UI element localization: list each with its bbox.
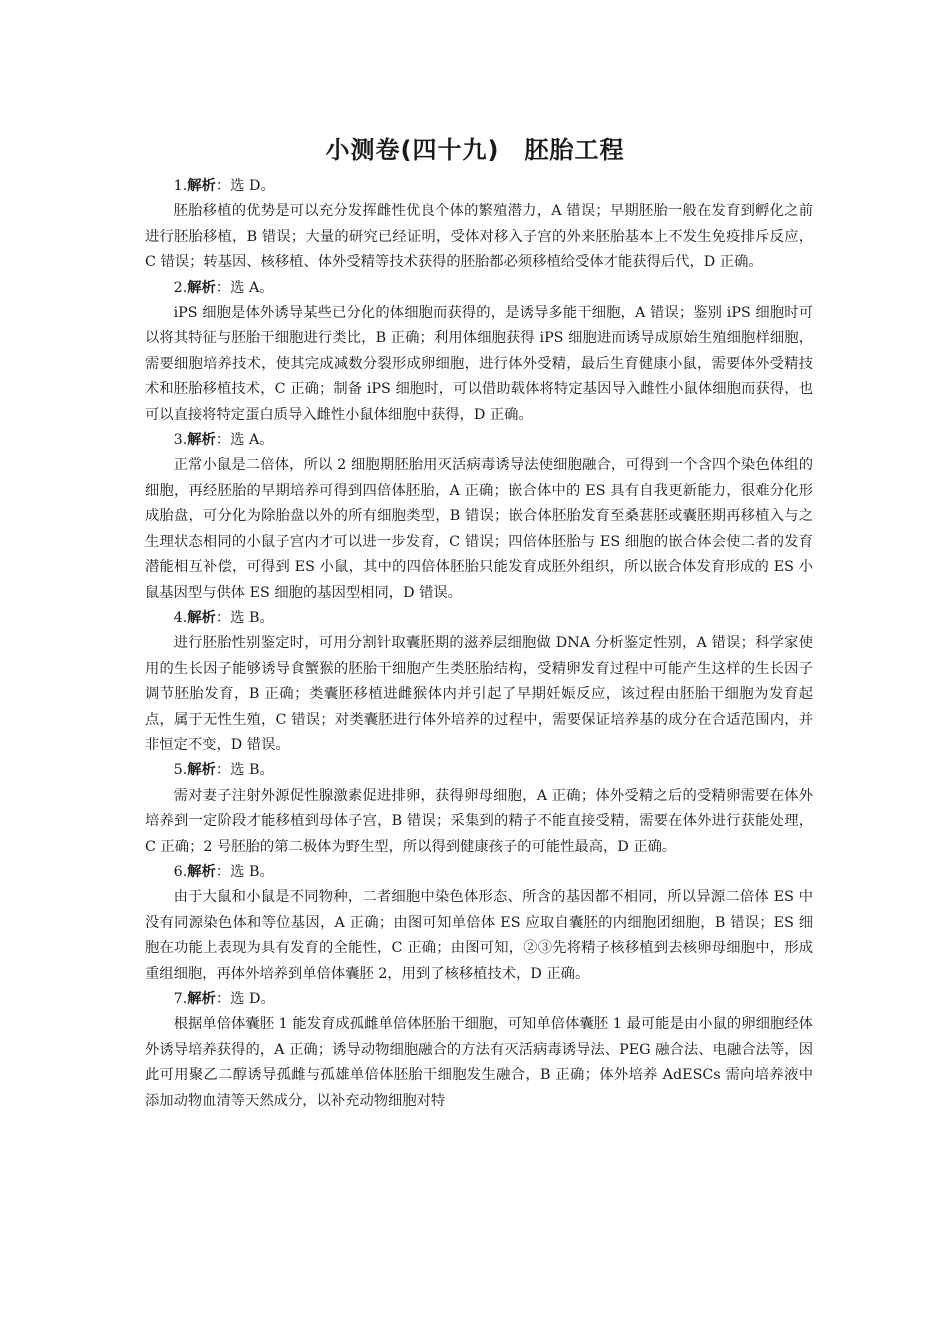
answer-line-1 bbox=[145, 174, 813, 199]
analysis-label: 解析 bbox=[187, 178, 216, 194]
analysis-label: 解析 bbox=[187, 609, 216, 626]
explanation-2: iPS 细胞是体外诱导某些已分化的体细胞而获得的，是诱导多能干细胞，A 错误；鉴别 iPS 细胞时可以将其特征与胚胎干细胞进行类比，B 正确；利用体细胞获得 iPS 细胞进而诱导成原始生殖细胞样细胞，需要细胞培养技术，使其完成减数分裂形成卵细胞，进行体外受精，最后生育健康小鼠，需要体外受精技术和胚胎移植技术，C 正确；制备 iPS 细胞时，可以借助载体将特定基因导入雌性小鼠体细胞而获得，也可以直接将特定蛋白质导入雌性小鼠体细胞中获得，D 正确。 bbox=[145, 305, 813, 423]
explanation-5: 需对妻子注射外源促性腺激素促进排卵，获得卵母细胞，A 正确；体外受精之后的受精卵需要在体外培养到一定阶段才能移植到母体子宫，B 错误；采集到的精子不能直接受精，需要在体外进行获能处理，C 正确；2 号胚胎的第二极体为野生型，所以得到健康孩子的可能性最高，D 正确。 bbox=[145, 787, 813, 855]
answer-line-4 bbox=[145, 606, 813, 631]
answer-choice: ：选 B。 bbox=[215, 863, 274, 880]
answer-choice: ：选 A。 bbox=[215, 432, 274, 449]
answer-line-3 bbox=[145, 428, 813, 453]
item-number: 5. bbox=[173, 762, 188, 779]
analysis-label: 解析 bbox=[187, 279, 216, 296]
analysis-label: 解析 bbox=[187, 432, 216, 449]
explanation-6: 由于大鼠和小鼠是不同物种，二者细胞中染色体形态、所含的基因都不相同，所以异源二倍体 ES 中没有同源染色体和等位基因，A 正确；由图可知单倍体 ES 应取自囊胚的内细胞团细胞，B 错误；ES 细胞在功能上表现为具有发育的全能性，C 正确；由图可知，②③先将精子核移植到去核卵母细胞中，形成重组细胞，再体外培养到单倍体囊胚 2，用到了核移植技术，D 正确。 bbox=[145, 889, 813, 982]
answer-choice: ：选 B。 bbox=[215, 762, 274, 779]
answer-choice: ：选 D。 bbox=[215, 991, 275, 1007]
answer-content bbox=[145, 174, 813, 1114]
item-number: 3. bbox=[173, 432, 188, 449]
answer-line-6 bbox=[145, 860, 813, 885]
explanation-7: 根据单倍体囊胚 1 能发育成孤雌单倍体胚胎干细胞，可知单倍体囊胚 1 最可能是由小鼠的卵细胞经体外诱导培养获得的，A 正确；诱导动物细胞融合的方法有灭活病毒诱导法、PEG 融合法、电融合法等，因此可用聚乙二醇诱导孤雌与孤雄单倍体胚胎干细胞发生融合，B 正确；体外培养 AdESCs 需向培养液中添加动物血清等天然成分，以补充动物细胞对特 bbox=[145, 1016, 813, 1109]
answer-choice: ：选 A。 bbox=[215, 279, 274, 296]
explanation-3: 正常小鼠是二倍体，所以 2 细胞期胚胎用灭活病毒诱导法使细胞融合，可得到一个含四个染色体组的细胞，再经胚胎的早期培养可得到四倍体胚胎，A 正确；嵌合体中的 ES 具有自我更新能力，很难分化形成胎盘，可分化为除胎盘以外的所有细胞类型，B 错误；嵌合体胚胎发育至桑葚胚或囊胚期再移植入与之生理状态相同的小鼠子宫内才可以进一步发育，C 错误；四倍体胚胎与 ES 细胞的嵌合体会使二者的发育潜能相互补偿，可得到 ES 小鼠，其中的四倍体胚胎只能发育成胚外组织，所以嵌合体发育形成的 ES 小鼠基因型与供体 ES 细胞的基因型相同，D 错误。 bbox=[145, 457, 813, 601]
item-number: 7. bbox=[173, 991, 188, 1007]
explanation-4: 进行胚胎性别鉴定时，可用分割针取囊胚期的滋养层细胞做 DNA 分析鉴定性别，A 错误；科学家使用的生长因子能够诱导食蟹猴的胚胎干细胞产生类胚胎结构，受精卵发育过程中可能产生这样的生长因子调节胚胎发育，B 正确；类囊胚移植进雌猴体内并引起了早期妊娠反应，该过程由胚胎干细胞为发育起点，属于无性生殖，C 错误；对类囊胚进行体外培养的过程中，需要保证培养基的成分在合适范围内，并非恒定不变，D 错误。 bbox=[145, 635, 813, 753]
item-number: 1. bbox=[173, 178, 188, 194]
answer-line-2 bbox=[145, 276, 813, 301]
analysis-label: 解析 bbox=[187, 863, 216, 880]
analysis-label: 解析 bbox=[187, 762, 216, 779]
page-title: 小测卷(四十九) 胚胎工程 bbox=[325, 136, 625, 164]
answer-line-5 bbox=[145, 758, 813, 783]
item-number: 2. bbox=[173, 279, 188, 296]
answer-choice: ：选 B。 bbox=[215, 609, 274, 626]
analysis-label: 解析 bbox=[187, 991, 216, 1007]
answer-choice: ：选 D。 bbox=[215, 178, 275, 194]
explanation-1: 胚胎移植的优势是可以充分发挥雌性优良个体的繁殖潜力，A 错误；早期胚胎一般在发育到孵化之前进行胚胎移植，B 错误；大量的研究已经证明，受体对移入子宫的外来胚胎基本上不发生免疫排斥反应，C 错误；转基因、核移植、体外受精等技术获得的胚胎都必须移植给受体才能获得后代，D 正确。 bbox=[145, 203, 813, 271]
item-number: 4. bbox=[173, 609, 188, 626]
answer-line-7 bbox=[145, 987, 813, 1012]
item-number: 6. bbox=[173, 863, 188, 880]
